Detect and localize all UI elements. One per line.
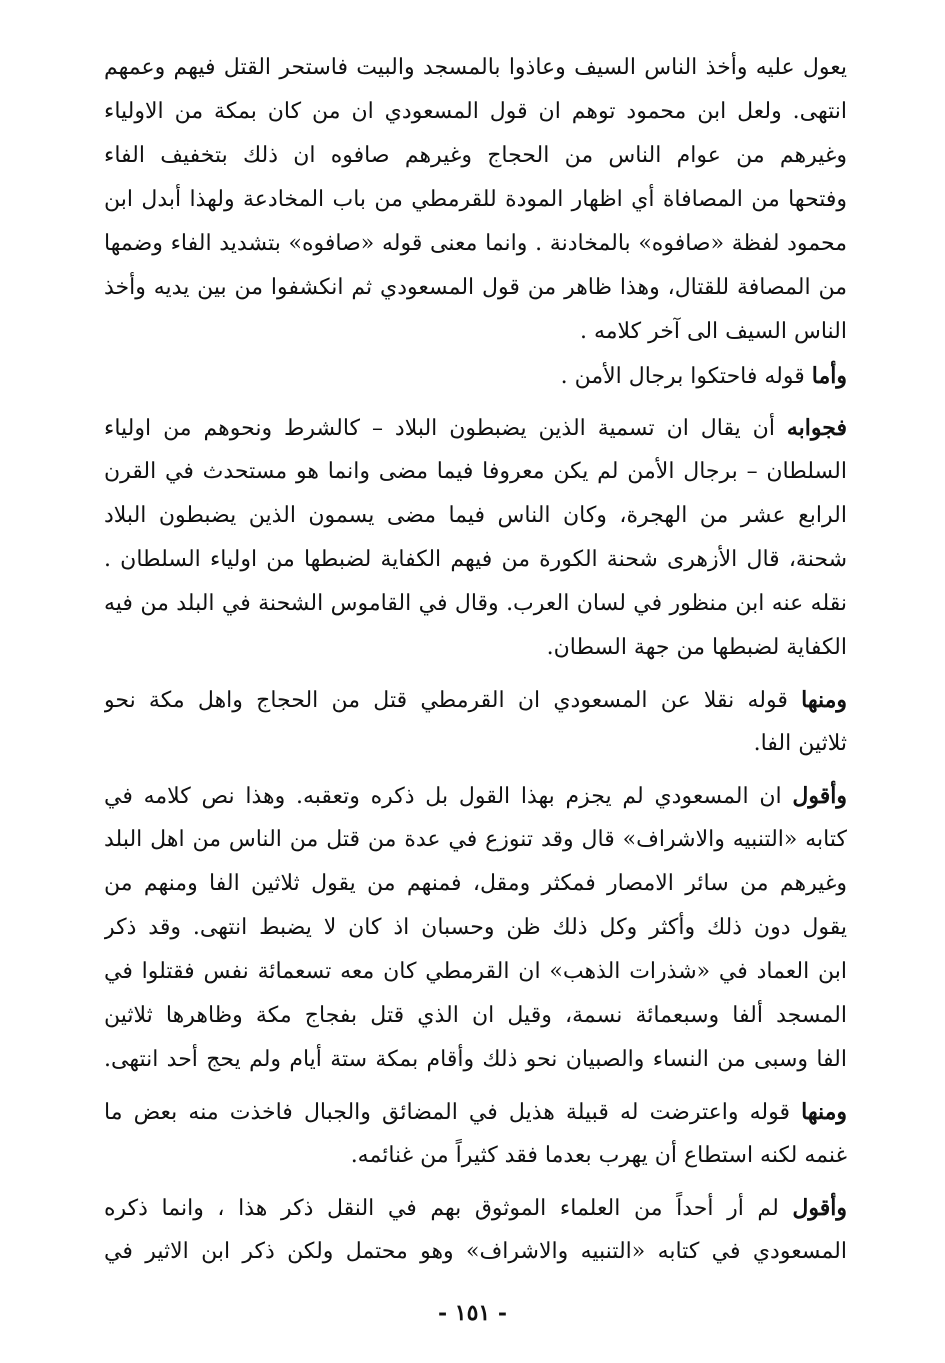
paragraph-first-line — [104, 354, 847, 398]
text-span: ان المسعودي لم يجزم بهذا القول بل ذكره وتعقبه. وهذا نص كلامه في — [104, 784, 793, 809]
text-span: أن يقال ان تسمية الذين يضبطون البلاد – كالشرط ونحوهم من اولياء — [104, 416, 787, 441]
paragraph-first-line — [104, 1186, 847, 1230]
text-line: من المصافة للقتال، وهذا ظاهر من قول المسعودي ثم انكشفوا من بين يديه وأخذ — [104, 275, 847, 300]
text-line: انتهى. ولعل ابن محمود توهم ان قول المسعودي ان من كان بمكة من الاولياء — [104, 99, 847, 124]
text-line: وغيرهم من عوام الناس من الحجاج وغيرهم صافوه ان ذلك بتخفيف الفاء — [104, 143, 847, 168]
paragraph-gap — [104, 398, 847, 406]
text-span: لم أر أحداً من العلماء الموثوق بهم في النقل ذكر هذا ، وانما ذكره — [104, 1196, 793, 1221]
paragraph-lead-word: فجوابه — [786, 415, 847, 441]
page-number: - ١٥١ - — [437, 1300, 508, 1326]
text-line: الكفاية لضبطها من جهة السطان. — [546, 635, 847, 660]
text-line: كتابه «التنبيه والاشراف» قال وقد تنوزع في عدة من قتل من الناس من اهل البلد — [104, 827, 847, 852]
text-span: قوله واعترضت له قبيلة هذيل في المضائق والجبال فاخذت منه بعض ما — [104, 1100, 802, 1125]
paragraph-lead-word: ومنها — [801, 1099, 847, 1125]
text-line: السلطان – برجال الأمن لم يكن معروفا فيما مضى وانما هو مستحدث في القرن — [104, 459, 847, 484]
text-line: شحنة، قال الأزهرى شحنة الكورة من فيهم الكفاية لضبطها من اولياء السلطان . — [104, 547, 847, 572]
text-line: يعول عليه وأخذ الناس السيف وعاذوا بالمسجد والبيت فاستحر القتل فيهم وعمهم — [104, 55, 847, 80]
text-line: وفتحها من المصافاة أي اظهار المودة للقرمطي من باب المخادعة ولهذا أبدل ابن — [104, 187, 847, 212]
paragraph-first-line — [104, 774, 847, 818]
paragraph-gap — [104, 1082, 847, 1090]
text-span: قوله نقلا عن المسعودي ان القرمطي قتل من الحجاج واهل مكة نحو — [104, 688, 802, 713]
paragraph-first-line — [104, 1090, 847, 1134]
text-line: الرابع عشر من الهجرة، وكان الناس فيما مضى يسمون الذين يضبطون البلاد — [104, 503, 847, 528]
text-span: قوله فاحتكوا برجال الأمن . — [560, 364, 812, 389]
paragraph-lead-word: وأقول — [792, 1195, 847, 1221]
paragraph-lead-word: وأقول — [792, 783, 847, 809]
text-line: غنمه لكنه استطاع أن يهرب بعدما فقد كثيراً من غنائمه. — [350, 1143, 847, 1168]
text-line: الناس السيف الى آخر كلامه . — [579, 319, 847, 344]
text-line: الفا وسبى من النساء والصبيان نحو ذلك وأقام بمكة ستة أيام ولم يحج أحد انتهى. — [104, 1047, 847, 1072]
paragraph-lead-word: وأما — [811, 363, 847, 389]
paragraph-gap — [104, 766, 847, 774]
paragraph-gap — [104, 670, 847, 678]
text-line: نقله عنه ابن منظور في لسان العرب. وقال في القاموس الشحنة في البلد من فيه — [104, 591, 847, 616]
text-line: يقول دون ذلك وأكثر وكل ذلك ظن وحسبان اذ كان لا يضبط انتهى. وقد ذكر — [104, 915, 847, 940]
paragraph-gap — [104, 1178, 847, 1186]
paragraph-lead-word: ومنها — [801, 687, 847, 713]
text-line: ثلاثين الفا. — [753, 731, 847, 756]
text-line: المسجد ألفا وسبعمائة نسمة، وقيل ان الذي قتل بفجاج مكة وظاهرها ثلاثين — [104, 1003, 847, 1028]
body-text — [104, 46, 847, 1274]
paragraph-first-line — [104, 678, 847, 722]
text-line: محمود لفظة «صافوه» بالمخادنة . وانما معنى قوله «صافوه» بتشديد الفاء وضمها — [104, 231, 847, 256]
text-line: المسعودي في كتابه «التنبيه والاشراف» وهو محتمل ولكن ذكر ابن الاثير في — [104, 1239, 847, 1264]
text-line: ابن العماد في «شذرات الذهب» ان القرمطي كان معه تسعمائة نفس فقتلوا في — [104, 959, 847, 984]
text-line: وغيرهم من سائر الامصار فمكثر ومقل، فمنهم من يقول ثلاثين الفا ومنهم من — [104, 871, 847, 896]
paragraph-first-line — [104, 406, 847, 450]
